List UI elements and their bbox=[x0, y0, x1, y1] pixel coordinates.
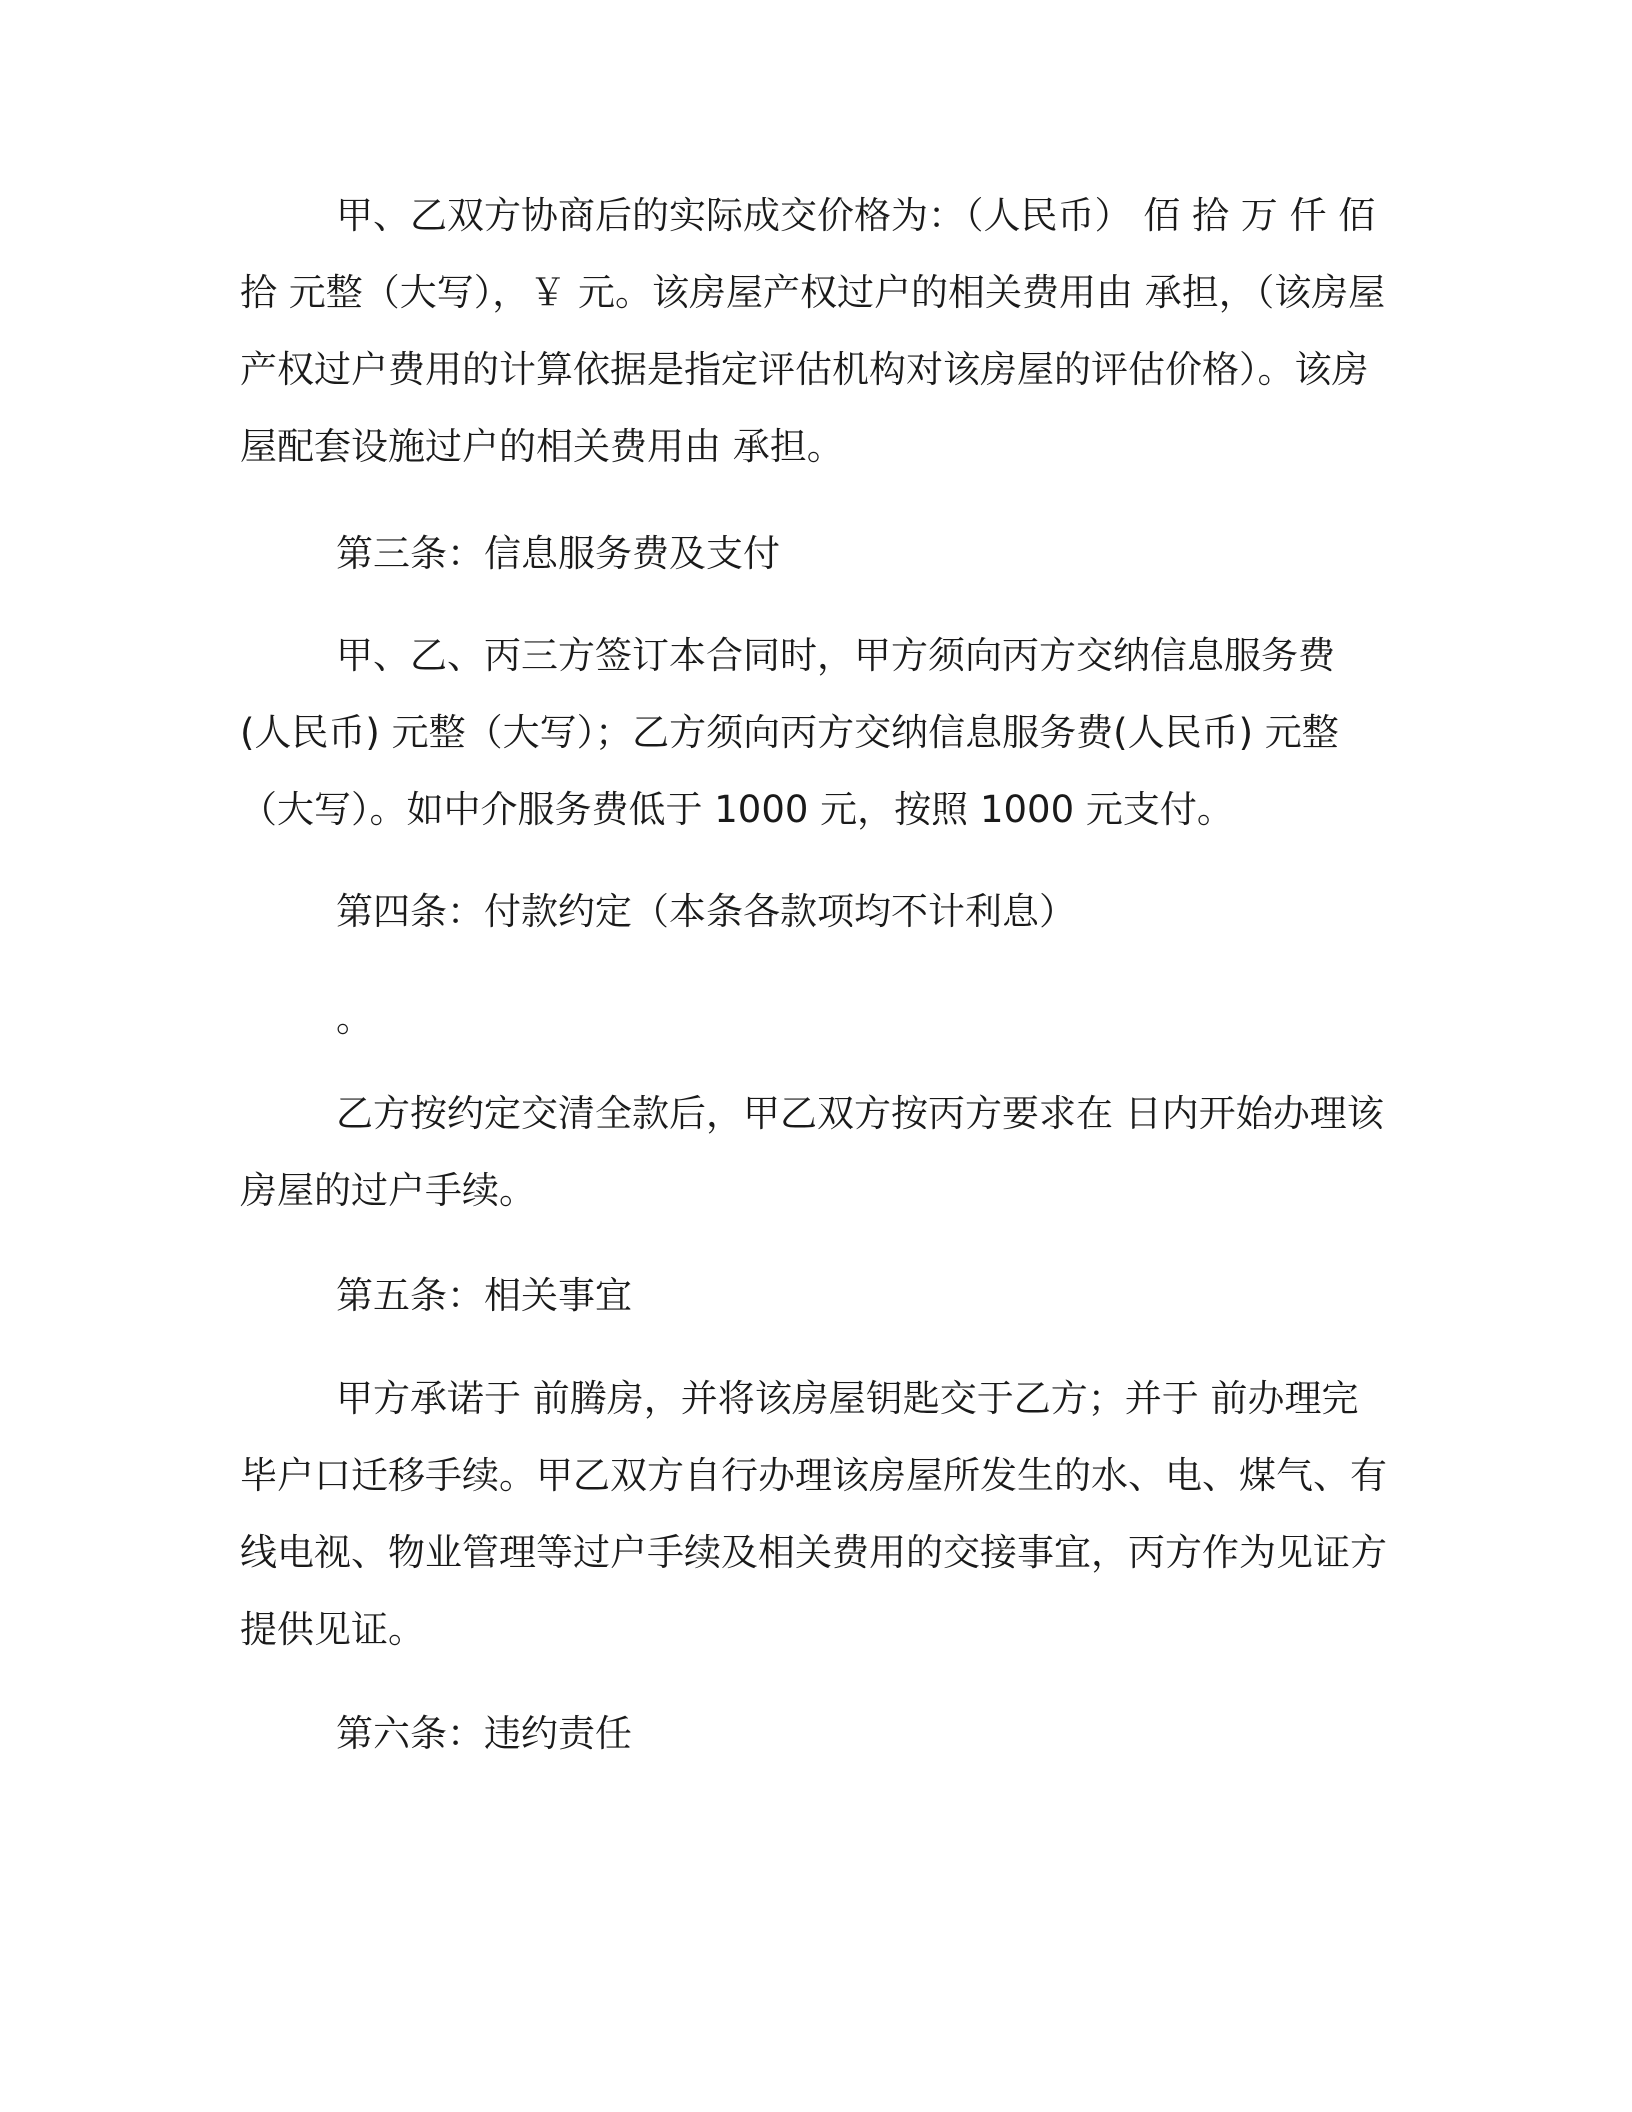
paragraph-handover: 甲方承诺于 前腾房，并将该房屋钥匙交于乙方；并于 前办理完毕户口迁移手续。甲乙双方自行办理该房屋所发生的水、电、煤气、有线电视、物业管理等过户手续及相关费用的交接事宜，丙方作为见证方提供见证。 bbox=[240, 1377, 1387, 1651]
paragraph-transfer-procedure: 乙方按约定交清全款后，甲乙双方按丙方要求在 日内开始办理该房屋的过户手续。 bbox=[240, 1092, 1384, 1212]
heading-article-4: 第四条：付款约定（本条各款项均不计利息） bbox=[336, 890, 1076, 933]
paragraph-service-fee: 甲、乙、丙三方签订本合同时，甲方须向丙方交纳信息服务费 (人民币) 元整（大写）；乙方须向丙方交纳信息服务费(人民币) 元整（大写）。如中介服务费低于 1000 元，按照 1000 元支付。 bbox=[240, 634, 1339, 831]
paragraph-transaction-price: 甲、乙双方协商后的实际成交价格为：（人民币） 佰 拾 万 仟 佰 拾 元整（大写），￥ 元。该房屋产权过户的相关费用由 承担，（该房屋产权过户费用的计算依据是指定评估机构对该房屋的评估价格）。该房屋配套设施过户的相关费用由 承担。 bbox=[240, 194, 1386, 468]
heading-article-6: 第六条：违约责任 bbox=[336, 1712, 632, 1755]
paragraph-period: 。 bbox=[336, 997, 373, 1040]
heading-article-3: 第三条：信息服务费及支付 bbox=[336, 532, 780, 575]
heading-article-5: 第五条：相关事宜 bbox=[336, 1274, 632, 1317]
